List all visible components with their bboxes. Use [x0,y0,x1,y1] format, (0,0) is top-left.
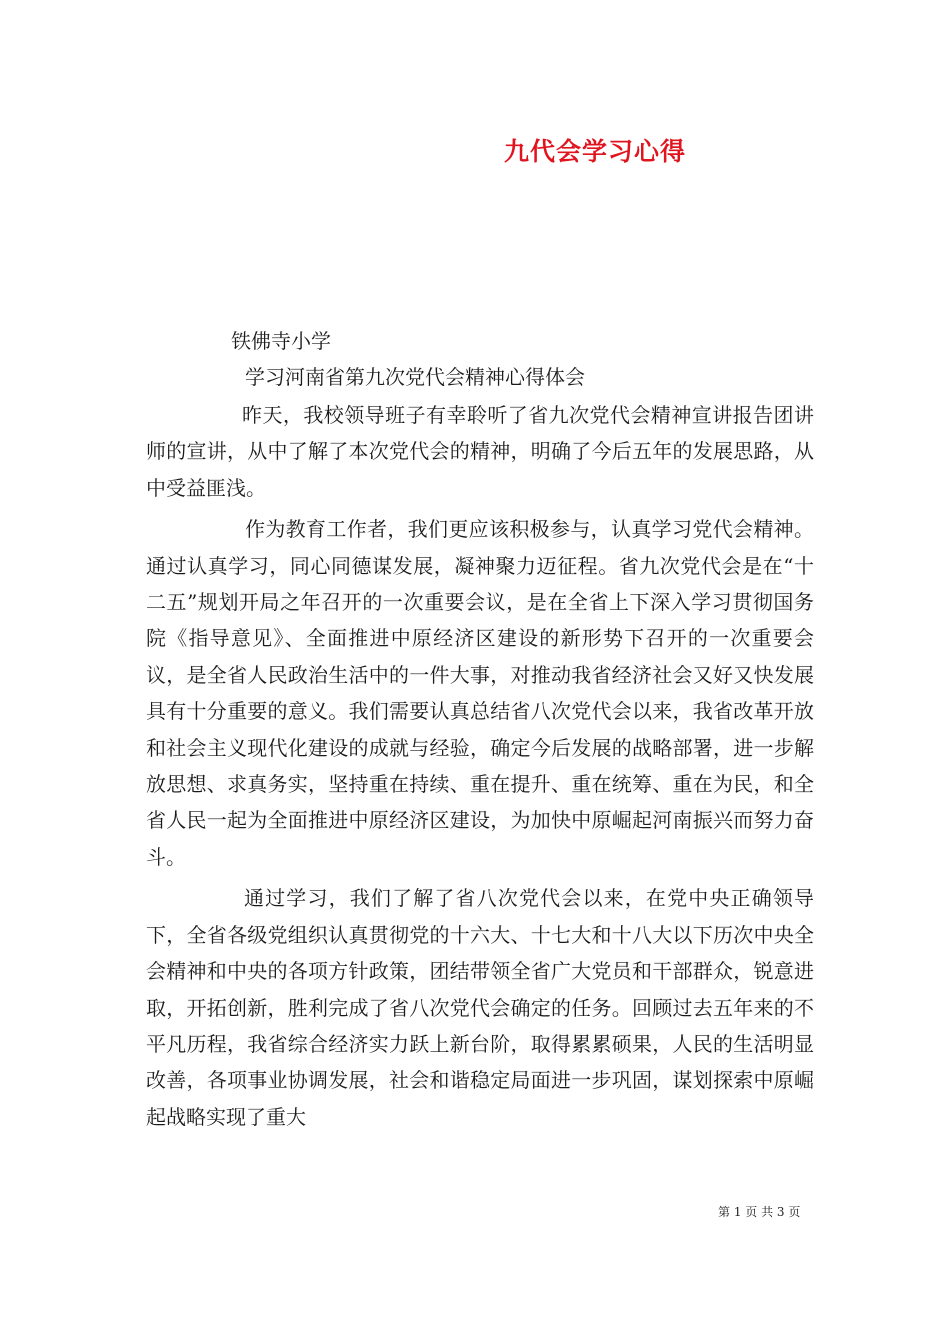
paragraph-2: 作为教育工作者，我们更应该积极参与，认真学习党代会精神。通过认真学习，同心同德谋发展，凝神聚力迈征程。省九次党代会是在“十二五”规划开局之年召开的一次重要会议，是在全省上下深入学习贯彻国务院《指导意见》、全面推进中原经济区建设的新形势下召开的一次重要会议，是全省人民政治生活中的一件大事，对推动我省经济社会又好又快发展具有十分重要的意义。我们需要认真总结省八次党代会以来，我省改革开放和社会主义现代化建设的成就与经验，确定今后发展的战略部署，进一步解放思想、求真务实，坚持重在持续、重在提升、重在统筹、重在为民，和全省人民一起为全面推进中原经济区建设，为加快中原崛起河南振兴而努力奋斗。 [146,517,814,869]
school-name: 铁佛寺小学 [231,329,331,353]
page-number-footer: 第 1 页 共 3 页 [718,1205,801,1219]
paragraph-3: 通过学习，我们了解了省八次党代会以来，在党中央正确领导下，全省各级党组织认真贯彻党的十六大、十七大和十八大以下历次中央全会精神和中央的各项方针政策，团结带领全省广大党员和干部群众，锐意进取，开拓创新，胜利完成了省八次党代会确定的任务。回顾过去五年来的不平凡历程，我省综合经济实力跃上新台阶，取得累累硕果，人民的生活明显改善，各项事业协调发展，社会和谐稳定局面进一步巩固，谋划探索中原崛起战略实现了重大 [146,886,814,1129]
document-subtitle: 学习河南省第九次党代会精神心得体会 [245,365,585,389]
paragraph-1: 昨天，我校领导班子有幸聆听了省九次党代会精神宣讲报告团讲师的宣讲，从中了解了本次党代会的精神，明确了今后五年的发展思路，从中受益匪浅。 [146,403,814,500]
document-title: 九代会学习心得 [503,137,686,166]
document-body [146,397,814,1140]
